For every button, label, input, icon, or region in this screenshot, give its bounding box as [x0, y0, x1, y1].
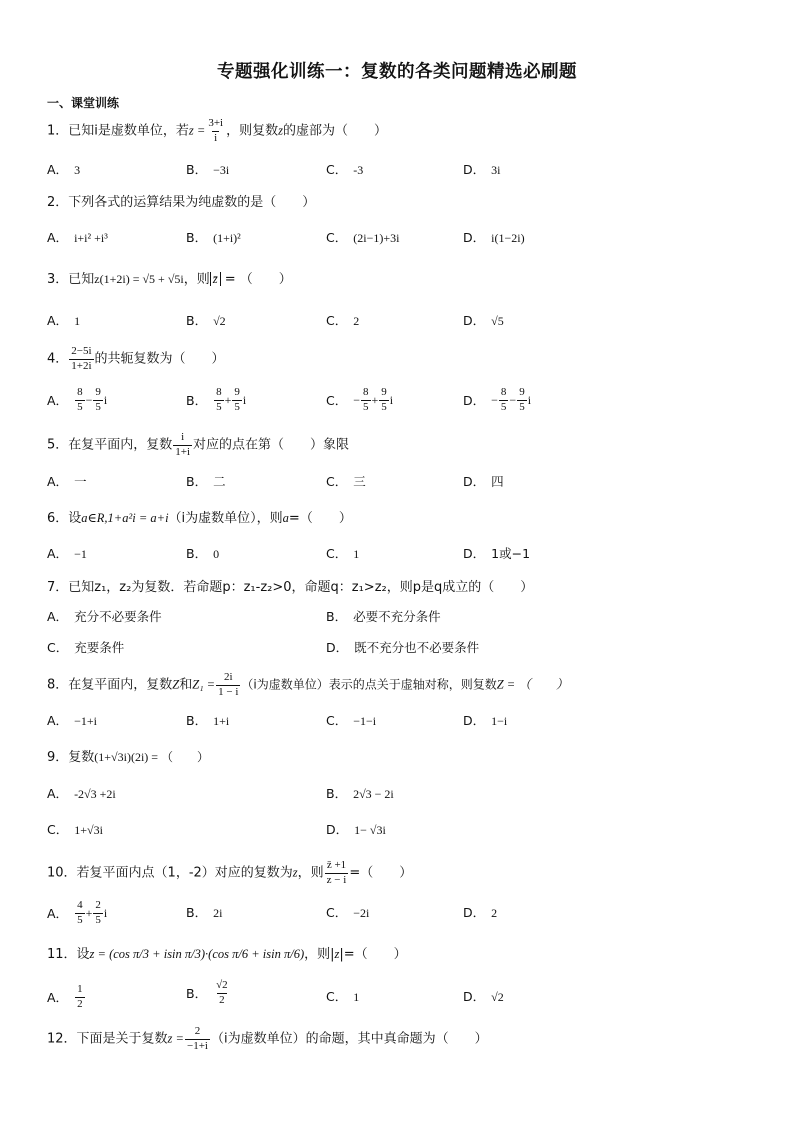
q5-text-b: 对应的点在第（ ）象限: [193, 437, 350, 453]
option-value: −3i: [213, 163, 230, 177]
q6-text-b: （i为虚数单位），则: [168, 511, 283, 526]
question-5: [47, 431, 350, 458]
option-label: D．: [463, 230, 486, 245]
q10-option-a[interactable]: [47, 900, 107, 926]
frac-den: 2: [77, 997, 83, 1010]
frac-num: 1: [77, 983, 83, 995]
q7-option-c[interactable]: [47, 638, 124, 656]
q7-text: 7．已知z₁，z₂为复数．若命题p：z₁-z₂>0，命题q：z₁>z₂，则p是q成立的（ ）: [47, 580, 534, 595]
question-11: [47, 943, 407, 965]
page-title: 专题强化训练一：复数的各类问题精选必刷题: [217, 62, 577, 82]
option-label: B．: [186, 230, 208, 245]
q8-option-b[interactable]: [186, 711, 229, 729]
q9-equation: (1+√3i)(2i) = （ ）: [94, 750, 210, 764]
option-label: C．: [326, 546, 348, 561]
q7-option-a[interactable]: [47, 607, 162, 625]
q3-option-b[interactable]: [186, 311, 226, 329]
q5-option-d[interactable]: [463, 472, 504, 490]
imag-unit: i: [242, 392, 247, 407]
option-label: D．: [463, 546, 486, 561]
option-value: 2i: [213, 906, 223, 920]
q6-text-c: =（ ）: [288, 511, 352, 526]
frac-num: √2: [216, 979, 228, 991]
section-heading: 一、课堂训练: [47, 96, 120, 110]
q10-option-c[interactable]: [326, 903, 369, 921]
option-value: 2: [353, 314, 360, 328]
question-4: [47, 345, 225, 372]
q4-denominator: 1+2i: [71, 359, 92, 372]
option-label: A．: [47, 474, 69, 489]
imag-unit: i: [103, 905, 108, 920]
q4-option-c[interactable]: [326, 387, 393, 413]
question-12: [47, 1025, 488, 1052]
q10-text-b: ，则: [297, 865, 324, 881]
frac-den: 5: [77, 400, 83, 413]
option-label: C．: [326, 230, 348, 245]
option-label: D．: [463, 713, 486, 728]
q8-text-c: （i为虚数单位）表示的点关于虚轴对称，则复数: [241, 677, 497, 692]
imag-unit: i: [389, 392, 394, 407]
sign: −: [491, 392, 498, 407]
q6-option-d[interactable]: [463, 544, 530, 562]
q11-equation: z = (cos π/3 + isin π/3)·(cos π/6 + isin π/6): [89, 947, 305, 961]
option-label: A．: [47, 162, 69, 177]
q11-var: z: [334, 947, 340, 961]
q10-option-d[interactable]: [463, 903, 497, 921]
option-label: B．: [186, 313, 208, 328]
option-value: 一: [74, 474, 87, 489]
q11-option-a[interactable]: [47, 984, 86, 1010]
option-label: D．: [326, 640, 349, 655]
q8-text-b: 和: [179, 677, 193, 693]
q8-text-d: Z = （ ）: [496, 677, 569, 692]
frac-den: 5: [234, 400, 240, 413]
q11-text-b: ，则|: [304, 947, 335, 962]
q5-fraction: [173, 432, 192, 458]
option-value: -3: [353, 163, 364, 177]
option-value: √5: [491, 314, 504, 328]
option-value: 3i: [491, 163, 501, 177]
option-value: 必要不充分条件: [353, 609, 441, 624]
q8-fraction: [216, 672, 240, 698]
q5-text-a: 5．在复平面内，复数: [47, 437, 173, 453]
option-label: C．: [47, 822, 69, 837]
option-label: B．: [326, 786, 348, 801]
frac-num: 9: [519, 386, 525, 398]
q5-numerator: i: [181, 431, 185, 443]
q1-denominator: i: [214, 131, 218, 144]
q8-numerator: 2i: [223, 671, 233, 683]
imag-unit: i: [103, 392, 108, 407]
q8-denominator: 1 − i: [218, 685, 239, 698]
frac-den: 5: [95, 400, 101, 413]
option-value: √2: [491, 990, 504, 1004]
option-label: A．: [47, 313, 69, 328]
option-value: 1: [353, 547, 360, 561]
q4-numerator: 2−5i: [71, 345, 92, 357]
option-value: 充要条件: [74, 640, 125, 655]
question-10: [47, 859, 413, 886]
q1-eq: z =: [188, 123, 206, 138]
sign: −: [85, 392, 93, 407]
option-value: 2: [491, 906, 498, 920]
option-label: D．: [463, 393, 486, 409]
q5-option-a[interactable]: [47, 472, 87, 490]
sign: +: [371, 392, 379, 407]
sign: −: [353, 392, 361, 407]
option-value: 三: [353, 474, 366, 489]
q10-text-c: =（ ）: [349, 865, 413, 881]
option-label: A．: [47, 786, 69, 801]
q4-fraction: [69, 346, 93, 372]
option-value: √2: [213, 314, 226, 328]
question-1: [47, 117, 387, 144]
sign: +: [85, 905, 93, 920]
q4-text-a: 4．: [47, 351, 69, 367]
q1-text-a: 1．已知i是虚数单位，若: [47, 123, 189, 139]
q9-option-c[interactable]: [47, 820, 103, 838]
q12-numerator: 2: [194, 1025, 201, 1037]
q4-text-b: 的共轭复数为（ ）: [94, 351, 225, 367]
q12-fraction: [185, 1026, 210, 1052]
q2-text: 2．下列各式的运算结果为纯虚数的是（ ）: [47, 195, 316, 210]
q4-option-b[interactable]: [186, 387, 246, 413]
q1-text-c: 的虚部为（ ）: [282, 123, 387, 139]
option-value: 充分不必要条件: [74, 609, 162, 624]
question-2: [47, 191, 315, 213]
frac-num: 8: [500, 386, 507, 398]
option-label: A．: [47, 393, 69, 409]
option-value: (2i−1)+3i: [353, 231, 400, 245]
q11-option-d[interactable]: [463, 987, 504, 1005]
option-value: i+i² +i³: [74, 231, 108, 245]
q4-option-a[interactable]: [47, 387, 107, 413]
q8-var: Z: [172, 677, 180, 692]
option-label: D．: [463, 905, 486, 920]
q12-text-b: （i为虚数单位）的命题，其中真命题为（ ）: [210, 1031, 488, 1047]
option-value: −1: [74, 547, 87, 561]
option-value: 2√3 − 2i: [353, 787, 394, 801]
q1-option-b[interactable]: [186, 160, 229, 178]
option-label: C．: [326, 474, 348, 489]
option-label: D．: [463, 474, 486, 489]
frac-num: 2: [95, 899, 101, 911]
question-6: [47, 507, 352, 529]
q11-text-c: |=（ ）: [339, 947, 407, 962]
q11-option-b[interactable]: [186, 980, 231, 1006]
q9-option-b[interactable]: [326, 784, 394, 802]
q6-option-a[interactable]: [47, 544, 87, 562]
option-label: B．: [186, 162, 208, 177]
q8-text-a: 8．在复平面内，复数: [47, 677, 173, 693]
q11-text-a: 11．设: [47, 947, 90, 962]
option-value: 0: [213, 547, 220, 561]
option-value: 1− √3i: [354, 823, 386, 837]
q2-option-c[interactable]: [326, 228, 399, 246]
q6-option-c[interactable]: [326, 544, 359, 562]
option-value: -2√3 +2i: [74, 787, 116, 801]
question-3: [47, 268, 292, 290]
q5-option-b[interactable]: [186, 472, 226, 490]
imag-unit: i: [527, 392, 532, 407]
q8-z1: Z₁ =: [192, 677, 216, 692]
q2-option-a[interactable]: [47, 228, 108, 246]
q1-numerator: 3+i: [208, 117, 224, 129]
question-9: [47, 746, 209, 768]
q9-text-a: 9．复数: [47, 750, 95, 765]
q6-var: a: [282, 511, 289, 525]
option-label: B．: [186, 713, 208, 728]
q10-var: z: [292, 865, 298, 880]
frac-den: 5: [519, 400, 525, 413]
q3-option-c[interactable]: [326, 311, 359, 329]
q12-denominator: −1+i: [186, 1039, 208, 1052]
q8-option-c[interactable]: [326, 711, 376, 729]
option-label: D．: [463, 989, 486, 1004]
q6-equation: a∈R,1+a²i = a+i: [81, 511, 169, 525]
q3-text-b: ，则: [183, 272, 210, 287]
q7-option-d[interactable]: [326, 638, 479, 656]
sign: +: [224, 392, 232, 407]
frac-den: 5: [500, 400, 507, 413]
q10-denominator: z − i: [326, 873, 347, 886]
q3-option-a[interactable]: [47, 311, 80, 329]
option-label: D．: [463, 313, 486, 328]
q3-equation: z(1+2i) = √5 + √5i: [94, 272, 184, 286]
q9-option-a[interactable]: [47, 784, 116, 802]
frac-den: 5: [216, 400, 222, 413]
option-label: C．: [326, 713, 348, 728]
q3-text-a: 3．已知: [47, 272, 95, 287]
option-label: B．: [186, 905, 208, 920]
option-value: 1或−1: [491, 546, 531, 561]
q1-fraction: [206, 118, 225, 144]
q11-option-c[interactable]: [326, 987, 359, 1005]
q3-option-d[interactable]: [463, 311, 504, 329]
q3-text-c: = （ ）: [220, 272, 292, 287]
option-value: 二: [213, 474, 226, 489]
q10-option-b[interactable]: [186, 903, 222, 921]
option-label: B．: [186, 986, 208, 1002]
option-value: 1: [353, 990, 360, 1004]
option-label: C．: [326, 905, 348, 920]
question-7: [47, 576, 533, 598]
q8-option-a[interactable]: [47, 711, 97, 729]
option-value: 四: [491, 474, 504, 489]
option-label: C．: [326, 313, 348, 328]
option-value: 1: [74, 314, 81, 328]
q10-numerator: z̄ +1: [326, 859, 347, 871]
option-value: 1+i: [213, 714, 230, 728]
frac-num: 8: [363, 386, 369, 398]
q3-conjugate-modulus: z̄: [210, 272, 221, 286]
frac-num: 9: [381, 386, 387, 398]
option-value: 1+√3i: [74, 823, 103, 837]
q1-option-d[interactable]: [463, 160, 500, 178]
frac-den: 5: [363, 400, 369, 413]
q1-option-c[interactable]: [326, 160, 363, 178]
option-value: 1−i: [491, 714, 508, 728]
option-label: B．: [326, 609, 348, 624]
option-label: A．: [47, 609, 69, 624]
frac-num: 9: [234, 386, 240, 398]
question-8: [47, 671, 569, 698]
option-value: 既不充分也不必要条件: [354, 640, 480, 655]
q12-text-a: 12．下面是关于复数: [47, 1031, 168, 1047]
option-label: C．: [326, 162, 348, 177]
sign: −: [509, 392, 517, 407]
q10-fraction: [325, 860, 349, 886]
q4-option-d[interactable]: [463, 387, 531, 413]
option-value: −1−i: [353, 714, 377, 728]
q5-option-c[interactable]: [326, 472, 366, 490]
q12-z: z =: [167, 1031, 184, 1046]
q2-option-b[interactable]: [186, 228, 241, 246]
frac-den: 5: [381, 400, 387, 413]
option-label: B．: [186, 393, 208, 409]
option-label: C．: [326, 989, 348, 1004]
option-label: A．: [47, 230, 69, 245]
option-value: 3: [74, 163, 81, 177]
option-value: i(1−2i): [491, 231, 525, 245]
option-label: A．: [47, 990, 69, 1006]
frac-den: 5: [77, 913, 83, 926]
q10-text-a: 10．若复平面内点（1，-2）对应的复数为: [47, 865, 293, 881]
option-label: D．: [326, 822, 349, 837]
q6-text-a: 6．设: [47, 511, 82, 526]
option-label: B．: [186, 474, 208, 489]
option-value: (1+i)²: [213, 231, 241, 245]
q7-option-b[interactable]: [326, 607, 441, 625]
q8-option-d[interactable]: [463, 711, 507, 729]
frac-num: 9: [95, 386, 101, 398]
option-label: B．: [186, 546, 208, 561]
q1-option-a[interactable]: [47, 160, 80, 178]
frac-den: 2: [219, 993, 225, 1006]
frac-num: 4: [77, 899, 83, 911]
q2-option-d[interactable]: [463, 228, 525, 246]
q9-option-d[interactable]: [326, 820, 386, 838]
frac-den: 5: [95, 913, 101, 926]
frac-num: 8: [77, 386, 83, 398]
option-label: C．: [47, 640, 69, 655]
option-label: D．: [463, 162, 486, 177]
frac-num: 8: [216, 386, 222, 398]
option-label: A．: [47, 546, 69, 561]
q5-denominator: 1+i: [175, 445, 191, 458]
q1-var: z: [278, 123, 283, 138]
option-value: −1+i: [74, 714, 97, 728]
option-label: A．: [47, 713, 69, 728]
q1-text-b: ，则复数: [226, 123, 279, 139]
option-value: −2i: [353, 906, 370, 920]
option-label: C．: [326, 393, 348, 409]
q6-option-b[interactable]: [186, 544, 219, 562]
option-label: A．: [47, 906, 69, 922]
